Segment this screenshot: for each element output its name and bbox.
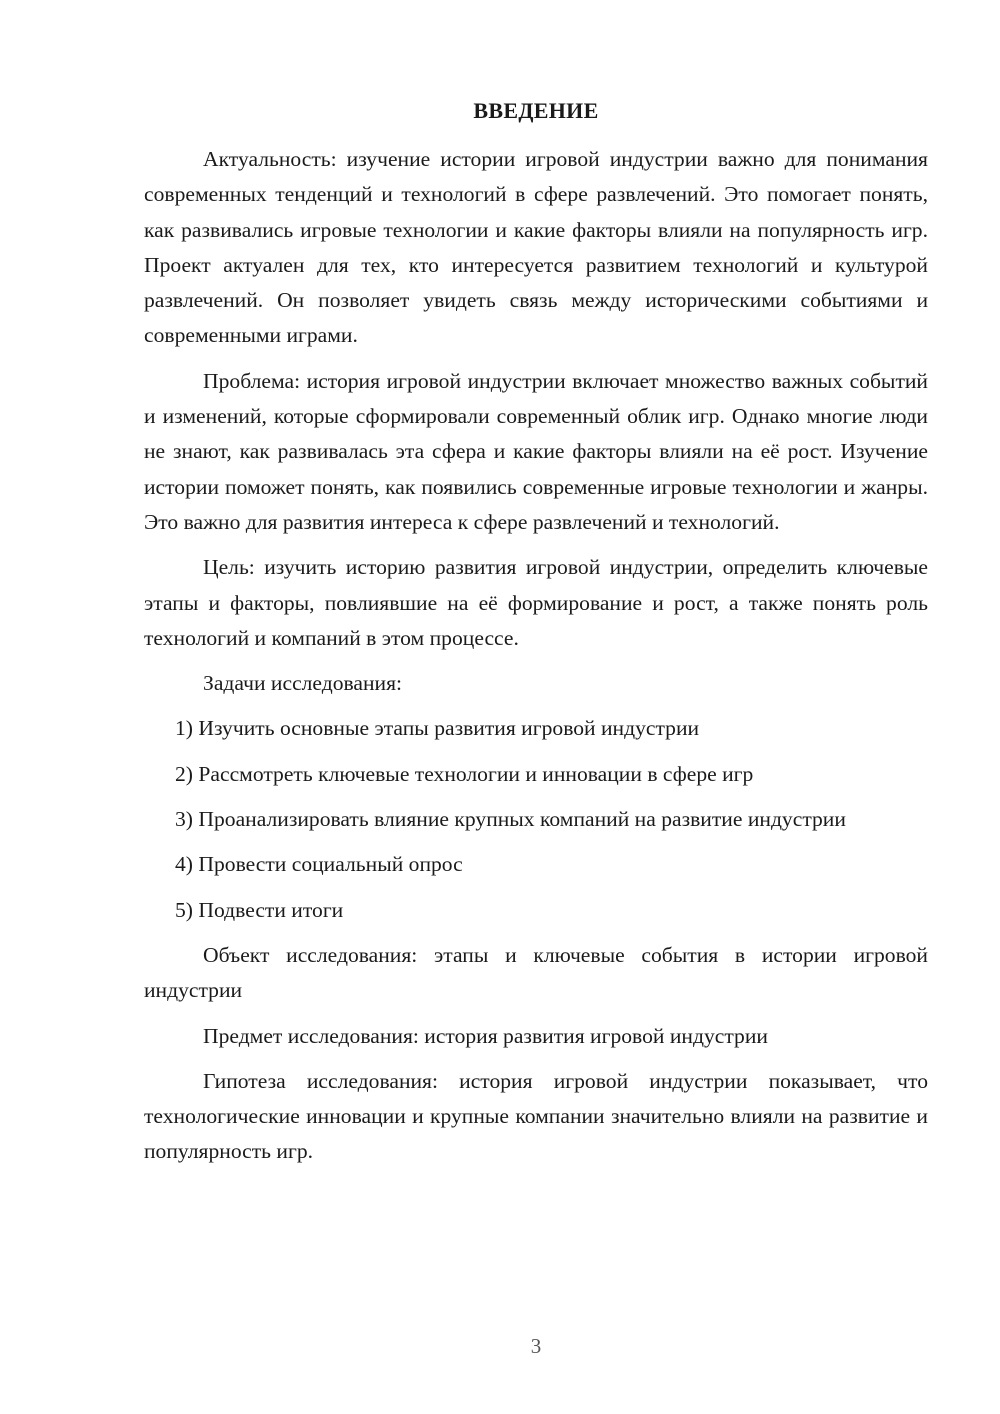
page-number: 3	[530, 1334, 542, 1358]
paragraph-goal: Цель: изучить историю развития игровой индустрии, определить ключевые этапы и факторы, повлиявшие на её формирование и рост, а также понять роль технологий и компаний в этом процессе.	[144, 555, 928, 650]
task-item-2: 2) Рассмотреть ключевые технологии и инновации в сфере игр	[175, 761, 754, 786]
task-item-3: 3) Проанализировать влияние крупных компаний на развитие индустрии	[175, 807, 846, 832]
paragraph-hypothesis: Гипотеза исследования: история игровой индустрии показывает, что технологические инновации и крупные компании значительно влияли на развитие и популярность игр.	[144, 1068, 928, 1164]
paragraph-object: Объект исследования: этапы и ключевые события в истории игровой индустрии	[144, 942, 928, 1003]
paragraph-subject: Предмет исследования: история развития игровой индустрии	[203, 1023, 768, 1048]
paragraph-tasks-title: Задачи исследования:	[203, 671, 403, 696]
paragraph-problem: Проблема: история игровой индустрии включает множество важных событий и изменений, которые сформировали современный облик игр. Однако многие люди не знают, как развивалась эта сфера и какие факторы влияли на её рост. Изучение истории поможет понять, как появились современные игровые технологии и жанры. Это важно для развития интереса к сфере развлечений и технологий.	[144, 368, 928, 534]
section-heading: ВВЕДЕНИЕ	[473, 98, 599, 123]
task-item-4: 4) Провести социальный опрос	[175, 852, 463, 877]
task-item-1: 1) Изучить основные этапы развития игровой индустрии	[175, 716, 700, 741]
body-text	[144, 142, 928, 1180]
paragraph-relevance: Актуальность: изучение истории игровой индустрии важно для понимания современных тенденций и технологий в сфере развлечений. Это помогает понять, как развивались игровые технологии и какие факторы влияли на популярность игр. Проект актуален для тех, кто интересуется развитием технологий и культурой развлечений. Он позволяет увидеть связь между историческими событиями и современными играми.	[144, 147, 928, 348]
task-item-5: 5) Подвести итоги	[175, 897, 344, 922]
